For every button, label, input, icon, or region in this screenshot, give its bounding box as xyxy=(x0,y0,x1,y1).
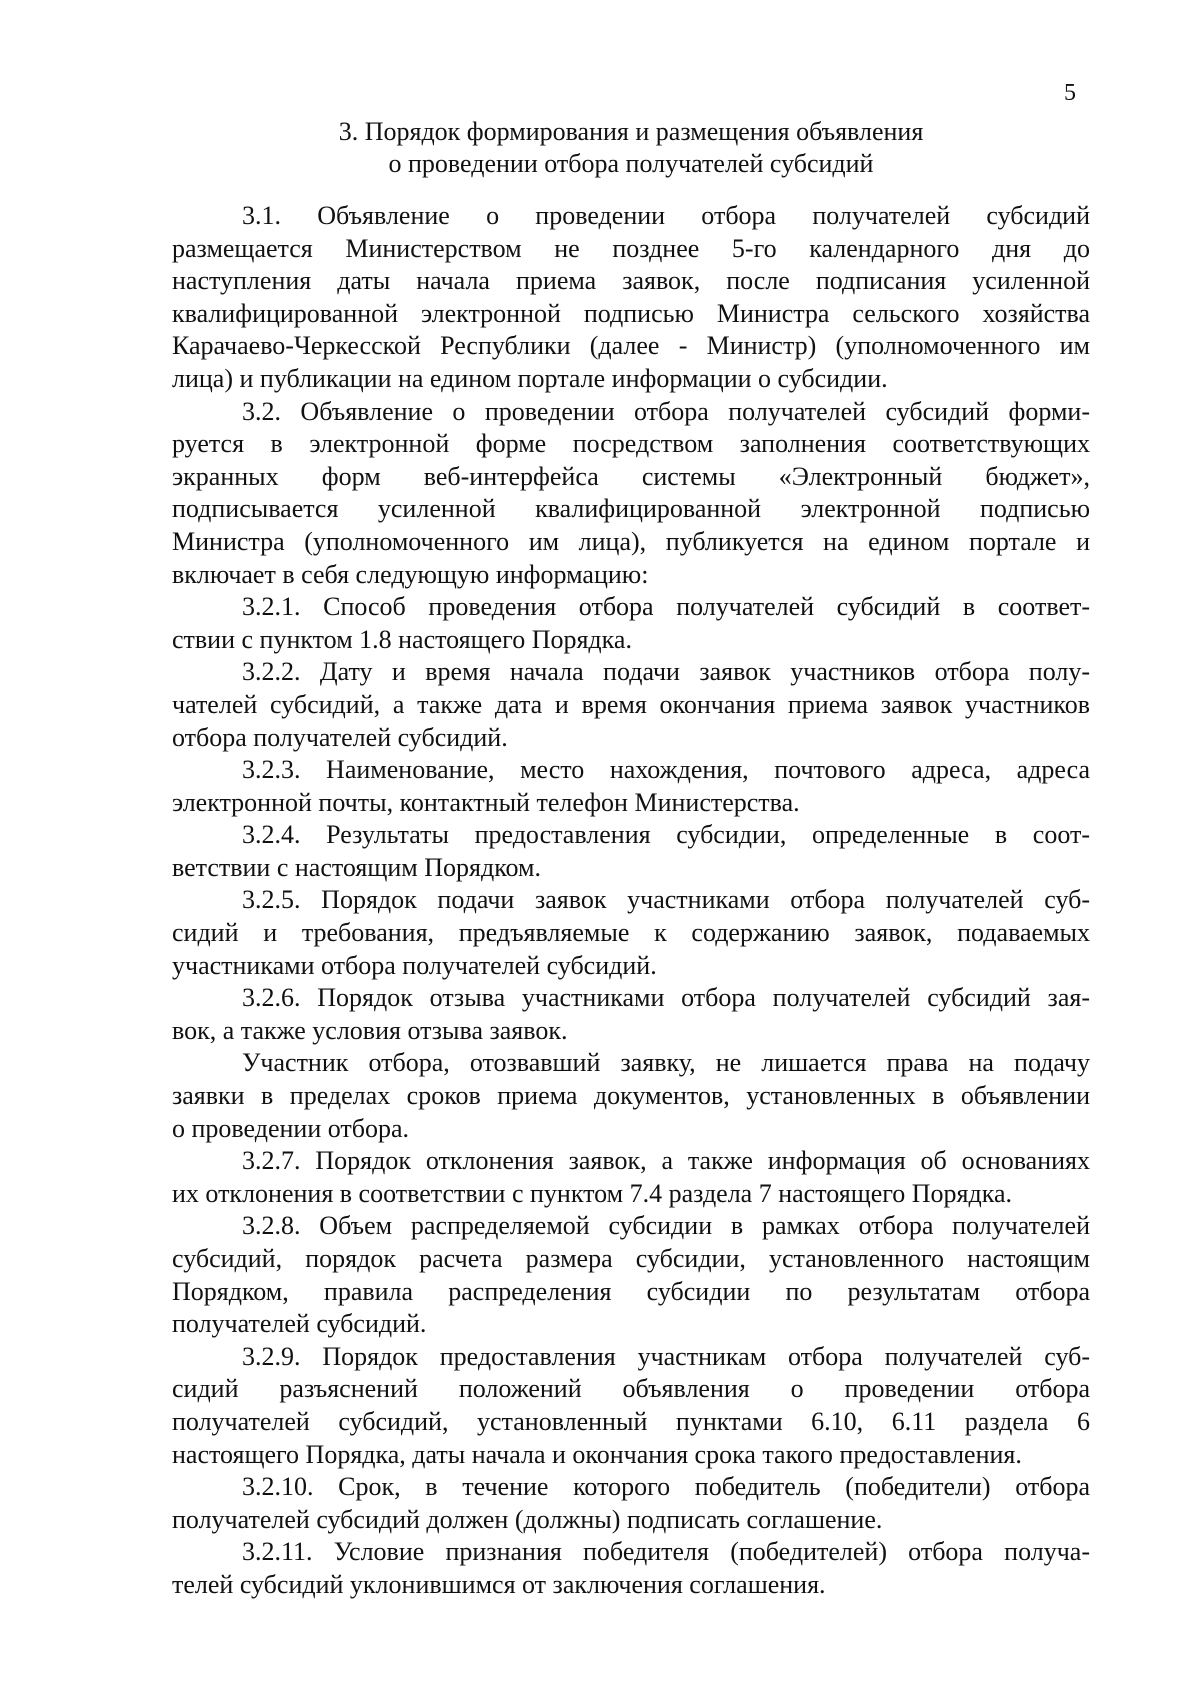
section-heading xyxy=(172,116,1090,180)
paragraph-line: Порядком, правила распределения субсидии по результатам отбора xyxy=(172,1276,1090,1306)
paragraph-line: электронной почты, контактный телефон Министерства. xyxy=(172,787,800,817)
paragraph-line: 3.2.3. Наименование, место нахождения, почтового адреса, адреса xyxy=(242,755,1090,785)
paragraph-line: сидий и требования, предъявляемые к содержанию заявок, подаваемых xyxy=(172,918,1090,948)
paragraph-line: руется в электронной форме посредством заполнения соответствующих xyxy=(172,429,1090,459)
paragraph-line: отбора получателей субсидий. xyxy=(172,722,508,752)
paragraph-line: размещается Министерством не позднее 5-го календарного дня до xyxy=(172,233,1090,263)
paragraph-line: 3.2.11. Условие признания победителя (победителей) отбора получа- xyxy=(242,1537,1090,1567)
paragraph-line: их отклонения в соответствии с пунктом 7.4 раздела 7 настоящего Порядка. xyxy=(172,1178,1013,1208)
paragraph-3-2-10 xyxy=(172,1471,1090,1536)
paragraph-line: 3.2.10. Срок, в течение которого победитель (победители) отбора xyxy=(242,1472,1090,1502)
paragraph-line: участниками отбора получателей субсидий. xyxy=(172,950,657,980)
paragraph-line: 3.2.5. Порядок подачи заявок участниками отбора получателей суб- xyxy=(242,885,1090,915)
paragraph-3-2-5 xyxy=(172,884,1090,982)
paragraph-line: сидий разъяснений положений объявления о проведении отбора xyxy=(172,1374,1090,1404)
paragraph-line: Участник отбора, отозвавший заявку, не лишается права на подачу xyxy=(242,1048,1090,1078)
page-number: 5 xyxy=(1064,80,1076,106)
paragraph-line: чателей субсидий, а также дата и время окончания приема заявок участников xyxy=(172,689,1090,719)
paragraph-line: 3.2.1. Способ проведения отбора получателей субсидий в соответ- xyxy=(242,592,1090,622)
paragraph-3-2-9 xyxy=(172,1341,1090,1471)
paragraph-line: субсидий, порядок расчета размера субсидии, установленного настоящим xyxy=(172,1244,1090,1273)
paragraph-line: заявки в пределах сроков приема документов, установленных в объявлении xyxy=(172,1081,1090,1111)
paragraph-line: Министра (уполномоченного им лица), публикуется на едином портале и xyxy=(172,526,1090,556)
paragraph-line: 3.2.4. Результаты предоставления субсидии, определенные в соот- xyxy=(242,820,1090,850)
paragraph-line: получателей субсидий должен (должны) подписать соглашение. xyxy=(172,1504,883,1534)
paragraph-line: лица) и публикации на едином портале информации о субсидии. xyxy=(172,363,888,393)
section-heading-line: 3. Порядок формирования и размещения объявления xyxy=(338,117,924,146)
paragraph-line: экранных форм веб-интерфейса системы «Электронный бюджет», xyxy=(172,461,1090,491)
paragraph-3-2-7 xyxy=(172,1145,1090,1210)
paragraph-3-2-4 xyxy=(172,819,1090,884)
paragraph-line: ветствии с настоящим Порядком. xyxy=(172,852,541,882)
paragraph-line: 3.2.9. Порядок предоставления участникам отбора получателей суб- xyxy=(242,1341,1090,1371)
paragraph-line: ствии с пунктом 1.8 настоящего Порядка. xyxy=(172,624,632,654)
paragraph-3-2-11 xyxy=(172,1536,1090,1601)
paragraph-line: квалифицированной электронной подписью Министра сельского хозяйства xyxy=(172,298,1090,328)
paragraph-3-2-2 xyxy=(172,656,1090,754)
paragraph-line: 3.2.7. Порядок отклонения заявок, а также информация об основаниях xyxy=(242,1146,1090,1176)
paragraph-line: подписывается усиленной квалифицированной электронной подписью xyxy=(172,494,1090,524)
paragraph-line: получателей субсидий. xyxy=(172,1309,427,1339)
paragraph-3-2-8 xyxy=(172,1210,1090,1340)
paragraph-line: вок, а также условия отзыва заявок. xyxy=(172,1015,568,1045)
paragraph-line: наступления даты начала приема заявок, после подписания усиленной xyxy=(172,266,1090,296)
paragraph-line: 3.2.6. Порядок отзыва участниками отбора получателей субсидий зая- xyxy=(242,983,1090,1013)
paragraph-3-2-3 xyxy=(172,754,1090,819)
paragraph-line: 3.2. Объявление о проведении отбора получателей субсидий форми- xyxy=(242,396,1090,426)
paragraph-line: телей субсидий уклонившимся от заключения соглашения. xyxy=(172,1569,826,1599)
section-body xyxy=(172,200,1090,1602)
paragraph-line: получателей субсидий, установленный пунктами 6.10, 6.11 раздела 6 xyxy=(172,1406,1090,1436)
paragraph-3-2-6 xyxy=(172,982,1090,1047)
paragraph-line: включает в себя следующую информацию: xyxy=(172,559,649,589)
paragraph-line: Карачаево-Черкесской Республики (далее - Министр) (уполномоченного им xyxy=(172,331,1090,361)
paragraph-line: 3.1. Объявление о проведении отбора получателей субсидий xyxy=(242,201,1090,230)
paragraph-participant xyxy=(172,1047,1090,1145)
paragraph-3-2 xyxy=(172,396,1090,592)
paragraph-3-2-1 xyxy=(172,591,1090,656)
paragraph-line: настоящего Порядка, даты начала и окончания срока такого предоставления. xyxy=(172,1439,1022,1469)
paragraph-line: 3.2.8. Объем распределяемой субсидии в рамках отбора получателей xyxy=(242,1211,1090,1241)
paragraph-3-1 xyxy=(172,200,1090,396)
section-heading-line: о проведении отбора получателей субсидий xyxy=(388,149,874,178)
paragraph-line: о проведении отбора. xyxy=(172,1113,410,1143)
paragraph-line: 3.2.2. Дату и время начала подачи заявок участников отбора полу- xyxy=(242,657,1090,687)
